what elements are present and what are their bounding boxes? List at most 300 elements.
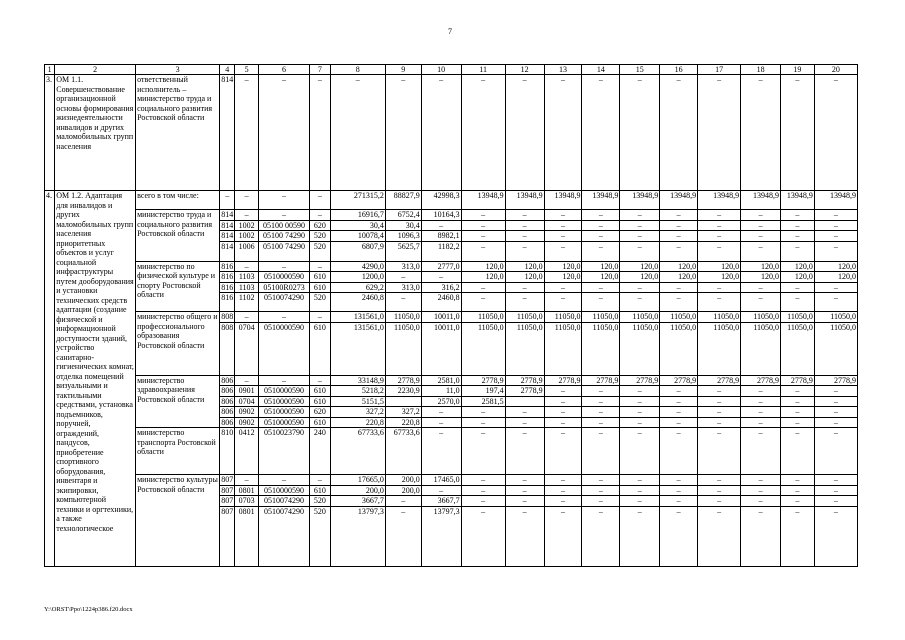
value-cell: – [741,506,781,566]
code-cell: 0510000590 [258,407,309,418]
value-cell: – [741,428,781,475]
value-cell: – [620,496,660,507]
code-cell: 0703 [235,496,259,507]
value-cell: 42998,3 [421,191,461,210]
value-cell: – [235,75,259,191]
value-cell: – [741,231,781,242]
value-cell: – [741,282,781,293]
value-cell: – [698,75,741,191]
code-cell: 520 [310,231,330,242]
value-cell: 2581,0 [421,375,461,386]
code-cell: 620 [310,407,330,418]
value-cell: 313,0 [385,261,421,272]
value-cell: 33148,9 [330,375,385,386]
value-cell: – [461,210,505,221]
value-cell: – [781,417,815,428]
code-cell: 808 [220,322,235,375]
value-cell: 131561,0 [330,312,385,323]
value-cell: – [505,75,544,191]
value-cell: 120,0 [544,261,582,272]
value-cell: 1182,2 [421,241,461,261]
code-cell: 0902 [235,417,259,428]
code-cell: – [310,210,330,221]
value-cell: 120,0 [741,272,781,283]
value-cell: 11050,0 [461,322,505,375]
value-cell: – [781,282,815,293]
value-cell: – [620,75,660,191]
code-cell: 0510000590 [258,272,309,283]
value-cell: – [698,506,741,566]
value-cell: – [421,407,461,418]
value-cell: 11050,0 [698,312,741,323]
value-cell: 316,2 [421,282,461,293]
value-cell: – [421,417,461,428]
value-cell: – [421,220,461,231]
value-cell: – [544,485,582,496]
value-cell: 67733,6 [385,428,421,475]
value-cell: – [544,496,582,507]
code-cell: 1103 [235,282,259,293]
value-cell: – [814,282,857,293]
code-cell: – [310,312,330,323]
value-cell: – [582,386,620,397]
code-cell: 816 [220,293,235,312]
value-cell: – [582,485,620,496]
value-cell: 120,0 [620,261,660,272]
executor: министерство общего и профессионального образования Ростовской области [136,312,220,376]
code-cell: – [310,475,330,486]
value-cell: – [582,396,620,407]
value-cell: 2778,9 [781,375,815,386]
value-cell: 11050,0 [781,322,815,375]
value-cell: – [698,210,741,221]
value-cell: – [620,220,660,231]
code-cell: 520 [310,241,330,261]
code-cell: – [258,312,309,323]
value-cell: – [461,485,505,496]
value-cell: – [461,293,505,312]
value-cell: 13797,3 [421,506,461,566]
value-cell: – [461,475,505,486]
value-cell: 13797,3 [330,506,385,566]
value-cell: – [660,407,698,418]
value-cell: 13948,9 [582,191,620,210]
value-cell: 313,0 [385,282,421,293]
value-cell: 220,8 [385,417,421,428]
code-cell: 0412 [235,428,259,475]
table-row [45,75,858,191]
value-cell: 16916,7 [330,210,385,221]
value-cell: 13948,9 [741,191,781,210]
value-cell: 11050,0 [741,322,781,375]
code-cell: 0704 [235,396,259,407]
header-cell: 1 [45,65,55,75]
code-cell: 1002 [235,220,259,231]
value-cell [505,396,544,407]
code-cell: – [310,261,330,272]
value-cell: 120,0 [582,272,620,283]
row-number: 4. [45,191,55,567]
value-cell: – [660,231,698,242]
value-cell: 200,0 [385,485,421,496]
table-row [45,210,858,221]
value-cell: 120,0 [544,272,582,283]
code-cell: – [235,375,259,386]
table-row [45,261,858,272]
value-cell: 2778,9 [814,375,857,386]
value-cell: – [781,506,815,566]
value-cell: – [385,496,421,507]
value-cell: – [620,417,660,428]
value-cell: 2778,9 [544,375,582,386]
value-cell: 10078,4 [330,231,385,242]
value-cell: 327,2 [385,407,421,418]
value-cell: – [461,75,505,191]
value-cell: – [698,293,741,312]
code-cell: 610 [310,272,330,283]
code-cell: 05100 74290 [258,241,309,261]
value-cell: – [544,417,582,428]
value-cell: – [582,282,620,293]
value-cell: – [620,241,660,261]
code-cell: 816 [221,272,234,281]
value-cell: – [421,75,461,191]
value-cell: 4290,0 [330,261,385,272]
value-cell: 131561,0 [330,322,385,375]
value-cell: – [814,496,857,507]
value-cell: 11050,0 [505,312,544,323]
value-cell: – [461,282,505,293]
code-cell: 0510074290 [258,506,309,566]
value-cell: – [310,75,330,191]
value-cell: 120,0 [814,272,857,283]
executor: министерство транспорта Ростовской области [136,428,220,475]
value-cell: 200,0 [385,475,421,486]
value-cell: 2778,9 [741,375,781,386]
value-cell: 11050,0 [620,312,660,323]
value-cell: – [582,417,620,428]
value-cell: – [620,386,660,397]
code-cell: – [258,475,309,486]
value-cell: – [544,293,582,312]
value-cell: 2570,0 [421,396,461,407]
code-cell: – [235,210,259,221]
value-cell: 2778,9 [461,375,505,386]
value-cell: 2230,9 [385,386,421,397]
value-cell: – [461,231,505,242]
value-cell: 13948,9 [814,191,857,210]
value-cell: 11050,0 [814,312,857,323]
value-cell: 120,0 [620,272,660,283]
code-cell: 05100 00590 [258,220,309,231]
value-cell: – [620,485,660,496]
value-cell: – [544,210,582,221]
code-cell: 240 [310,428,330,475]
value-cell: 11050,0 [505,322,544,375]
code-cell: 610 [310,322,330,375]
value-cell: – [814,485,857,496]
value-cell: 5625,7 [385,241,421,261]
value-cell: 11050,0 [814,322,857,375]
value-cell: – [505,293,544,312]
executor: министерство здравоохранения Ростовской области [136,375,220,428]
value-cell: – [505,428,544,475]
code-cell: 814 [221,210,234,219]
value-cell: – [660,485,698,496]
value-cell: – [544,475,582,486]
value-cell: 120,0 [660,272,698,283]
value-cell: – [698,485,741,496]
value-cell: 2777,0 [421,261,461,272]
value-cell: – [698,475,741,486]
value-cell: – [660,293,698,312]
header-cell: 14 [582,65,620,75]
value-cell: 11050,0 [620,322,660,375]
value-cell: – [781,75,815,191]
code-cell: 1002 [235,231,259,242]
value-cell: – [660,386,698,397]
code-cell: 620 [310,220,330,231]
value-cell: – [781,210,815,221]
table-row [45,312,858,323]
value-cell: – [544,282,582,293]
value-cell: – [620,210,660,221]
code-cell: 0901 [235,386,259,397]
value-cell: 120,0 [505,261,544,272]
value-cell: – [330,75,385,191]
code-cell: 808 [221,312,234,321]
value-cell: – [505,485,544,496]
value-cell: – [461,428,505,475]
code-cell: – [310,375,330,386]
code-cell: 05100 74290 [258,231,309,242]
code-cell: 814 [221,220,234,230]
value-cell: – [781,220,815,231]
value-cell: 3667,7 [330,496,385,507]
header-cell: 20 [814,65,857,75]
row-number: 3. [45,75,55,191]
value-cell: – [741,386,781,397]
value-cell: – [620,293,660,312]
value-cell: – [620,231,660,242]
value-cell: 13948,9 [660,191,698,210]
value-cell: – [582,220,620,231]
value-cell: – [781,396,815,407]
header-cell: 19 [781,65,815,75]
value-cell: 11050,0 [781,312,815,323]
value-cell: – [814,396,857,407]
header-cell: 8 [330,65,385,75]
value-cell: – [660,210,698,221]
code-cell: 816 [221,282,234,292]
header-cell: 10 [421,65,461,75]
value-cell: 220,8 [330,417,385,428]
value-cell: – [660,496,698,507]
value-cell: – [814,506,857,566]
value-cell: – [385,506,421,566]
value-cell: – [620,282,660,293]
value-cell: 17665,0 [330,475,385,486]
value-cell: – [814,417,857,428]
value-cell: 11050,0 [660,322,698,375]
value-cell: – [258,75,309,191]
grbs-code: 814 [220,75,235,191]
value-cell: – [505,241,544,261]
code-cell: 0510000590 [258,322,309,375]
value-cell: – [698,241,741,261]
value-cell: 2778,9 [385,375,421,386]
value-cell: – [505,407,544,418]
value-cell: 1200,0 [330,272,385,283]
value-cell: – [620,396,660,407]
value-cell: 13948,9 [461,191,505,210]
value-cell: 2778,9 [620,375,660,386]
value-cell: 13948,9 [781,191,815,210]
code-cell: 0801 [235,506,259,566]
value-cell: 120,0 [741,261,781,272]
value-cell: – [741,220,781,231]
header-row [45,65,858,75]
value-cell: – [781,496,815,507]
value-cell: 271315,2 [330,191,385,210]
value-cell: 2460,8 [421,293,461,312]
value-cell: – [741,407,781,418]
value-cell: – [505,506,544,566]
code-cell: – [220,191,235,210]
value-cell: – [781,386,815,397]
value-cell: 120,0 [505,272,544,283]
value-cell: 11050,0 [582,312,620,323]
code-cell: 610 [310,386,330,397]
value-cell: 120,0 [582,261,620,272]
value-cell: 2778,9 [660,375,698,386]
value-cell: – [781,428,815,475]
value-cell: – [741,241,781,261]
value-cell: – [544,428,582,475]
value-cell: – [660,428,698,475]
value-cell: – [620,428,660,475]
table-body [45,65,858,567]
code-cell: 1102 [235,293,259,312]
value-cell: – [741,485,781,496]
value-cell: – [660,241,698,261]
header-cell: 5 [235,65,259,75]
page-number: 7 [448,27,452,36]
value-cell: – [660,506,698,566]
value-cell: 327,2 [330,407,385,418]
value-cell: – [505,220,544,231]
value-cell: – [741,475,781,486]
value-cell: 120,0 [781,261,815,272]
code-cell: 0801 [235,485,259,496]
code-cell: 816 [221,261,234,271]
value-cell: 8982,1 [421,231,461,242]
code-cell: 610 [310,417,330,428]
value-cell: – [385,293,421,312]
value-cell: – [620,475,660,486]
header-cell: 18 [741,65,781,75]
code-cell: – [235,261,259,272]
value-cell: 629,2 [330,282,385,293]
value-cell: – [505,282,544,293]
value-cell: 120,0 [698,272,741,283]
value-cell: – [781,241,815,261]
value-cell: 120,0 [461,272,505,283]
code-cell: 0510000590 [258,485,309,496]
value-cell: 10164,3 [421,210,461,221]
value-cell: 11,0 [421,386,461,397]
value-cell: – [741,417,781,428]
code-cell: 520 [310,506,330,566]
value-cell: 2778,9 [698,375,741,386]
value-cell: – [544,506,582,566]
value-cell: – [505,496,544,507]
value-cell: – [461,417,505,428]
value-cell: 1096,3 [385,231,421,242]
value-cell: – [544,386,582,397]
value-cell: – [544,407,582,418]
value-cell: – [781,485,815,496]
value-cell: – [461,496,505,507]
code-cell: 0510000590 [258,396,309,407]
code-cell: 1103 [235,272,259,283]
code-cell: 814 [220,241,235,261]
value-cell: 11050,0 [698,322,741,375]
code-cell: 0510000590 [258,417,309,428]
code-cell: 0902 [235,407,259,418]
value-cell: – [461,241,505,261]
value-cell: 11050,0 [660,312,698,323]
value-cell: 11050,0 [544,322,582,375]
table-row [45,428,858,475]
value-cell: – [505,417,544,428]
value-cell: – [741,496,781,507]
value-cell: – [814,75,857,191]
value-cell [385,396,421,407]
header-cell: 2 [55,65,136,75]
table-row [45,475,858,486]
value-cell: – [814,293,857,312]
value-cell: – [544,231,582,242]
value-cell: – [698,407,741,418]
value-cell: 13948,9 [620,191,660,210]
value-cell: – [741,396,781,407]
value-cell: – [698,282,741,293]
value-cell: 13948,9 [505,191,544,210]
value-cell: – [544,75,582,191]
value-cell: 2778,9 [582,375,620,386]
value-cell: – [698,231,741,242]
header-cell: 13 [544,65,582,75]
value-cell: – [620,407,660,418]
value-cell: – [582,75,620,191]
code-cell: 520 [310,293,330,312]
value-cell: – [698,428,741,475]
value-cell: – [781,293,815,312]
value-cell: 2460,8 [330,293,385,312]
value-cell: – [698,396,741,407]
value-cell: – [582,475,620,486]
value-cell: 120,0 [660,261,698,272]
header-cell: 16 [660,65,698,75]
value-cell: 11050,0 [544,312,582,323]
value-cell: – [421,272,461,283]
header-cell: 7 [310,65,330,75]
code-cell: – [258,210,309,221]
value-cell: – [461,220,505,231]
value-cell: – [544,241,582,261]
code-cell: – [258,191,309,210]
